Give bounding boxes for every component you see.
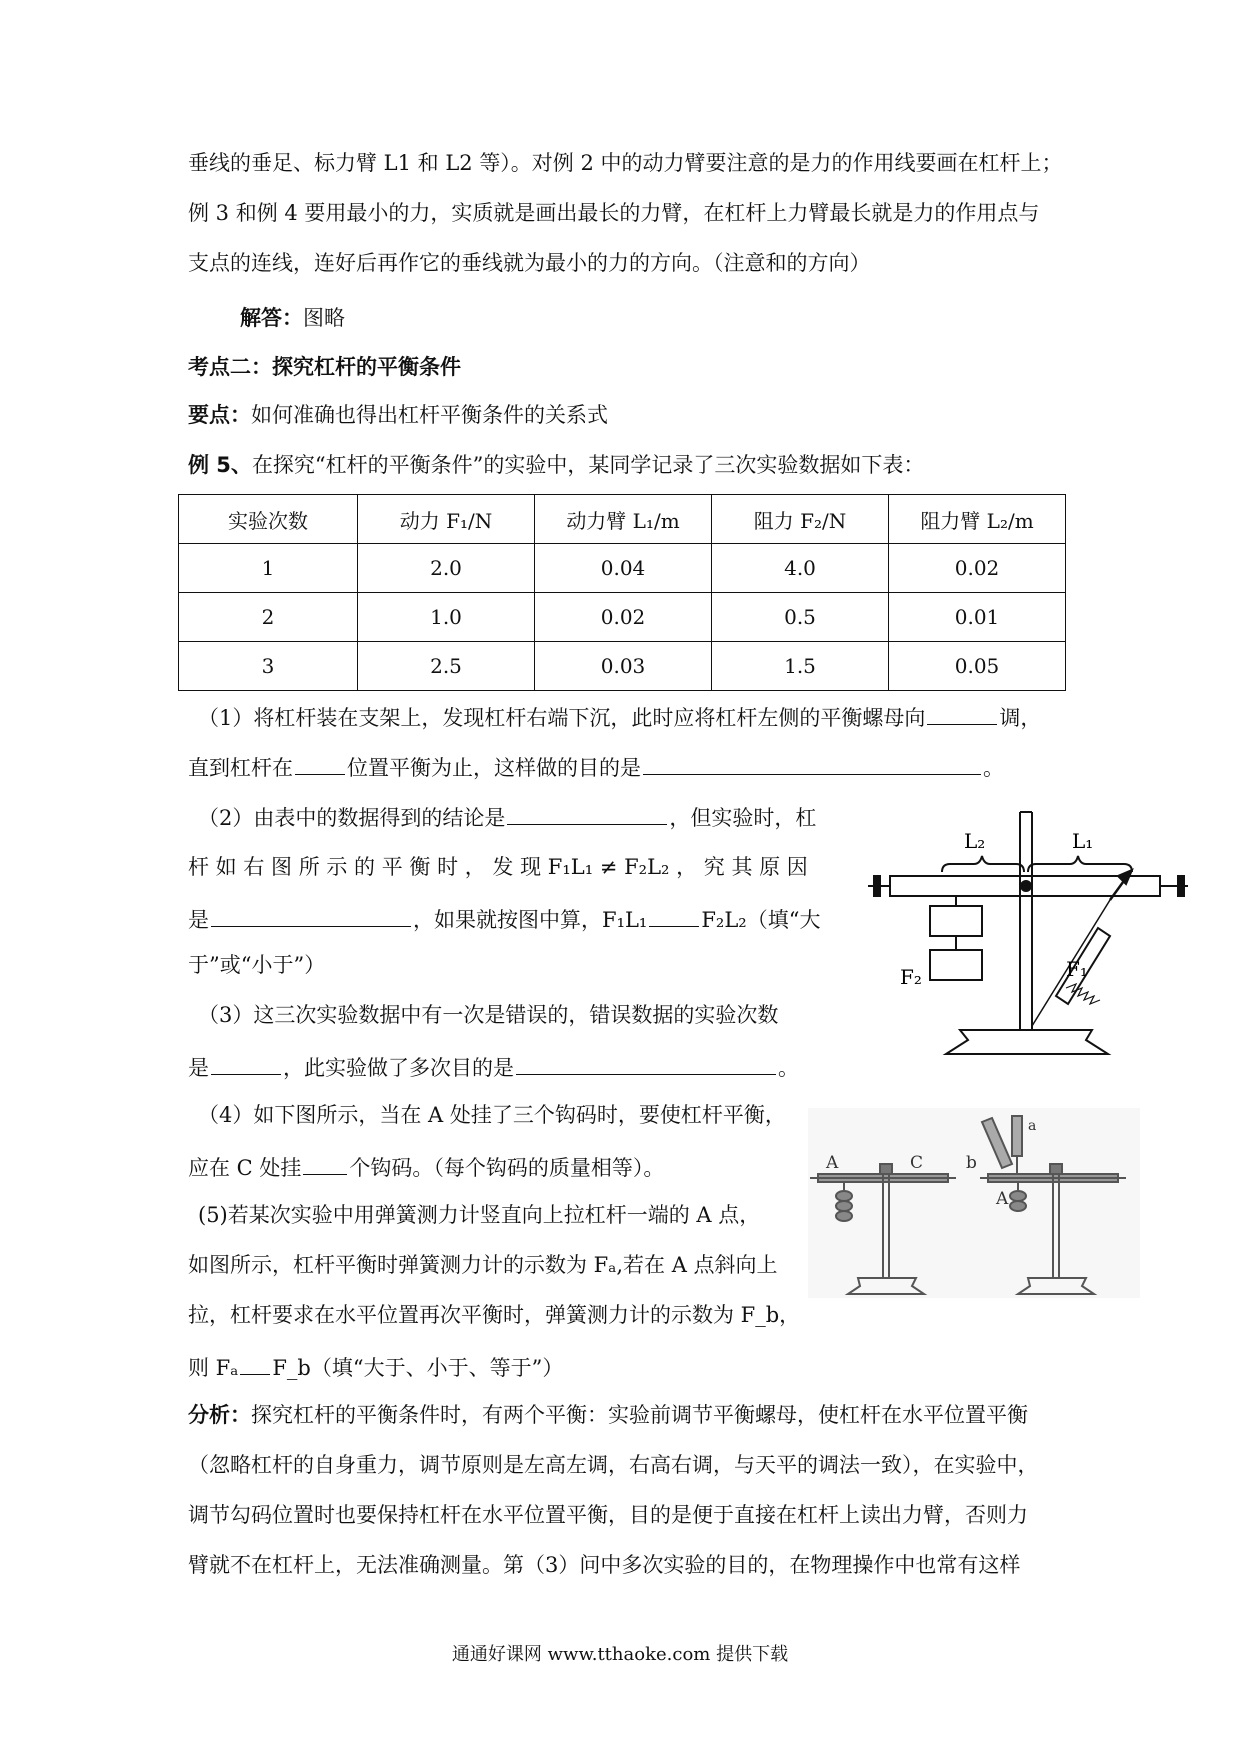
table-cell: 0.03	[535, 642, 712, 691]
section-title: 考点二：探究杠杆的平衡条件	[188, 355, 461, 379]
table-cell: 0.02	[889, 544, 1066, 593]
table-cell: 1.5	[712, 642, 889, 691]
table-cell: 0.05	[889, 642, 1066, 691]
table-header-cell: 动力臂 L₁/m	[535, 495, 712, 544]
pivot-point	[1021, 881, 1031, 891]
table-cell: 1.0	[358, 593, 535, 642]
question-5-line-2: 如图所示，杠杆平衡时弹簧测力计的示数为 Fₐ,若在 A 点斜向上	[188, 1253, 778, 1277]
table-header-cell: 实验次数	[179, 495, 358, 544]
answer-blank	[507, 800, 667, 825]
label-C: C	[910, 1153, 924, 1173]
label-L1: L₁	[1072, 829, 1094, 853]
paragraph-line-2: 例 3 和例 4 要用最小的力，实质就是画出最长的力臂，在杠杆上力臂最长就是力的作用点与	[188, 201, 1040, 225]
q2-text-b: ，但实验时，杠	[669, 806, 817, 830]
table-cell: 0.04	[535, 544, 712, 593]
answer-blank	[303, 1150, 347, 1175]
answer-text: 图略	[303, 306, 345, 330]
table-cell: 0.02	[535, 593, 712, 642]
q4-text-c: 个钩码。（每个钩码的质量相等）。	[349, 1156, 665, 1180]
answer-blank	[211, 1050, 281, 1075]
q3-text-b: 是	[188, 1056, 209, 1080]
question-2-line-3	[188, 902, 820, 935]
example-text: 在探究“杠杆的平衡条件”的实验中，某同学记录了三次实验数据如下表：	[251, 453, 925, 477]
question-2-line-4: 于”或“小于”）	[188, 953, 326, 977]
q3-text-d: 。	[778, 1056, 799, 1080]
answer-blank	[295, 750, 345, 775]
question-4-line-2	[188, 1150, 664, 1183]
weight-lower	[930, 950, 982, 980]
table-cell: 0.01	[889, 593, 1066, 642]
q1-text-a: （1）将杠杆装在支架上，发现杠杆右端下沉，此时应将杠杆左侧的平衡螺母向	[198, 706, 926, 730]
paragraph-line-3: 支点的连线，连好后再作它的垂线就为最小的力的方向。（注意和的方向）	[188, 251, 871, 275]
footer: 通通好课网 www.tthaoke.com 提供下载	[451, 1644, 789, 1665]
table-header-cell: 阻力臂 L₂/m	[889, 495, 1066, 544]
q5-text-e: F_b（填“大于、小于、等于”）	[272, 1356, 564, 1380]
table-cell: 3	[179, 642, 358, 691]
label-a: a	[1028, 1118, 1037, 1134]
answer-blank	[927, 700, 997, 725]
table-cell: 0.5	[712, 593, 889, 642]
analysis-line-1	[188, 1400, 1028, 1430]
table-cell: 2	[179, 593, 358, 642]
force-arrow-icon	[1118, 870, 1132, 884]
spring-scale-a	[1012, 1116, 1022, 1156]
question-5-line-4	[188, 1350, 563, 1383]
q1-text-e: 。	[983, 756, 1004, 780]
question-3-line-2	[188, 1050, 799, 1083]
table-cell: 4.0	[712, 544, 889, 593]
question-1-line-2	[188, 750, 1004, 783]
analysis-text-1: 探究杠杆的平衡条件时，有两个平衡：实验前调节平衡螺母，使杠杆在水平位置平衡	[251, 1403, 1028, 1427]
label-L2: L₂	[964, 829, 986, 853]
q1-text-c: 直到杠杆在	[188, 756, 293, 780]
q2-text-e: ，如果就按图中算，F₁L₁	[413, 908, 648, 932]
question-3-line-1: （3）这三次实验数据中有一次是错误的，错误数据的实验次数	[198, 1003, 779, 1027]
weight-upper	[930, 906, 982, 936]
table-row	[179, 642, 1066, 691]
label-F2: F₂	[900, 965, 922, 989]
key-label: 要点：	[188, 403, 251, 427]
table-header-cell: 阻力 F₂/N	[712, 495, 889, 544]
label-b: b	[966, 1153, 977, 1173]
q1-text-d: 位置平衡为止，这样做的目的是	[347, 756, 641, 780]
answer-blank	[211, 902, 411, 927]
table-header-cell: 动力 F₁/N	[358, 495, 535, 544]
table-cell: 2.0	[358, 544, 535, 593]
example-line	[188, 450, 924, 480]
label-A-right: A	[996, 1189, 1009, 1209]
table-row	[179, 593, 1066, 642]
key-text: 如何准确也得出杠杆平衡条件的关系式	[251, 403, 608, 427]
question-1-line-1	[198, 700, 1041, 733]
q2-text-a: （2）由表中的数据得到的结论是	[198, 806, 506, 830]
key-point-line	[188, 400, 608, 430]
answer-blank	[240, 1350, 270, 1375]
analysis-label: 分析：	[188, 1403, 251, 1427]
lever-figure-2	[808, 1108, 1140, 1298]
question-2-line-2: 杆 如 右 图 所 示 的 平 衡 时 ， 发 现 F₁L₁ ≠ F₂L₂ ， 究 其 原 因	[188, 855, 808, 879]
answer-line	[240, 303, 345, 333]
table-cell: 1	[179, 544, 358, 593]
q2-text-d: 是	[188, 908, 209, 932]
lever-figure-1	[860, 800, 1200, 1070]
question-2-line-1	[198, 800, 816, 833]
label-A-left: A	[826, 1153, 839, 1173]
answer-label: 解答：	[240, 306, 303, 330]
q4-text-b: 应在 C 处挂	[188, 1156, 302, 1180]
example-label: 例 5、	[188, 453, 252, 477]
analysis-line-4: 臂就不在杠杆上，无法准确测量。第（3）问中多次实验的目的，在物理操作中也常有这样	[188, 1553, 1021, 1577]
paragraph-line-1: 垂线的垂足、标力臂 L1 和 L2 等）。对例 2 中的动力臂要注意的是力的作用线要画在杠杆上；	[188, 151, 1063, 175]
q3-text-c: ，此实验做了多次目的是	[283, 1056, 514, 1080]
table-header-row	[179, 495, 1066, 544]
q1-text-b: 调，	[999, 706, 1042, 730]
data-table	[178, 494, 1066, 691]
answer-blank	[643, 750, 981, 775]
q2-text-f: F₂L₂（填“大	[701, 908, 821, 932]
analysis-line-2: （忽略杠杆的自身重力，调节原则是左高左调，右高右调，与天平的调法一致），在实验中，	[188, 1453, 1039, 1477]
question-5-line-3: 拉，杠杆要求在水平位置再次平衡时，弹簧测力计的示数为 F_b，	[188, 1303, 801, 1327]
question-4-line-1: （4）如下图所示，当在 A 处挂了三个钩码时，要使杠杆平衡，	[198, 1103, 786, 1127]
answer-blank	[649, 902, 699, 927]
table-cell: 2.5	[358, 642, 535, 691]
table-row	[179, 544, 1066, 593]
analysis-line-3: 调节勾码位置时也要保持杠杆在水平位置平衡，目的是便于直接在杠杆上读出力臂，否则力	[188, 1503, 1028, 1527]
question-5-line-1: (5)若某次实验中用弹簧测力计竖直向上拉杠杆一端的 A 点，	[198, 1203, 761, 1227]
answer-blank	[516, 1050, 776, 1075]
q5-text-d: 则 Fₐ	[188, 1356, 239, 1380]
label-F1: F₁	[1066, 957, 1088, 981]
